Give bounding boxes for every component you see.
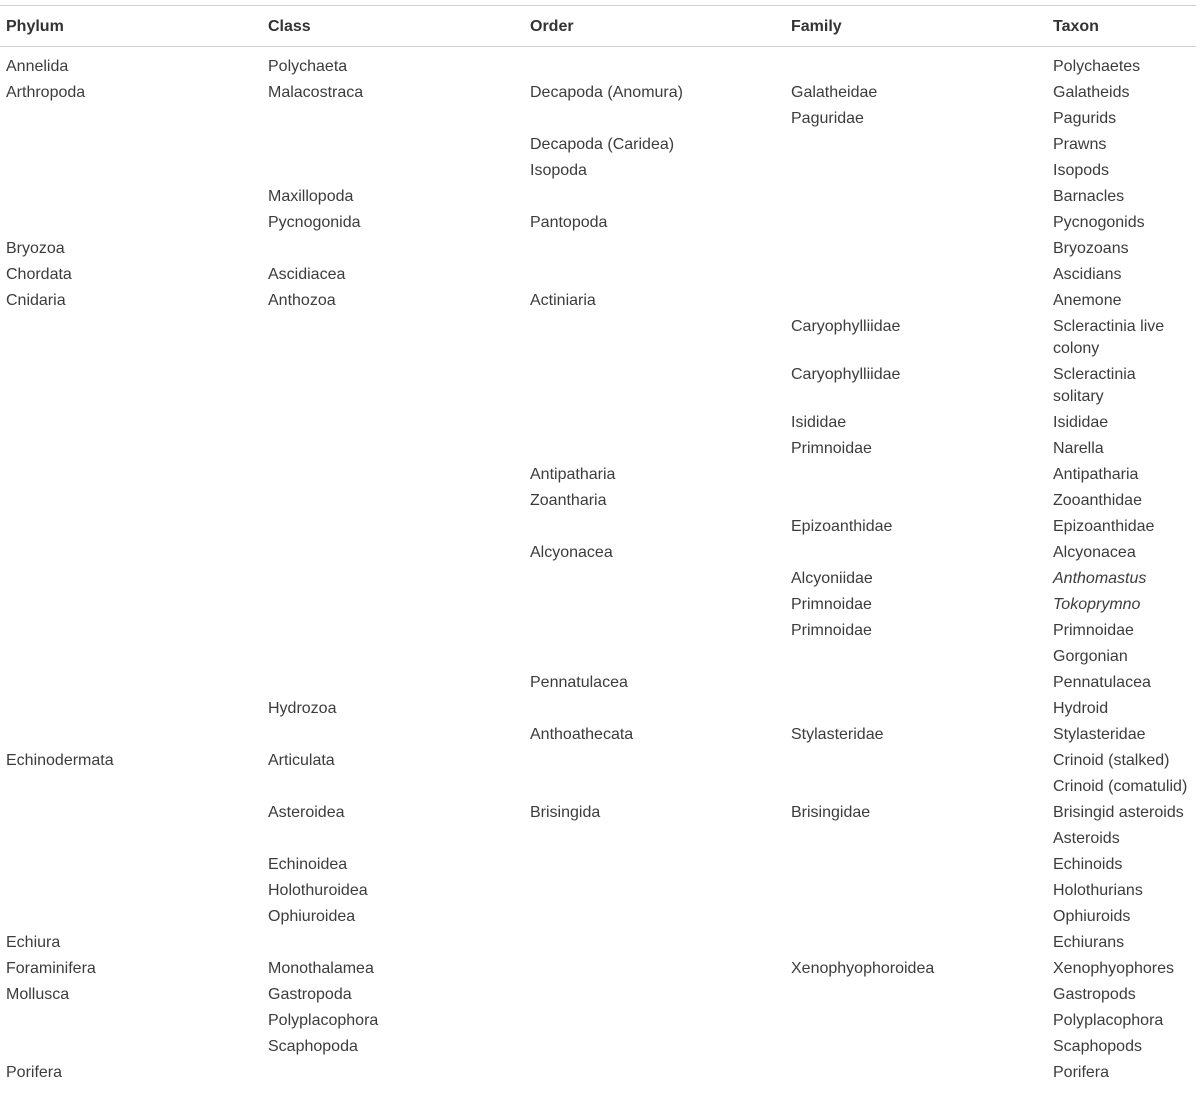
- cell-phylum: [0, 852, 262, 878]
- table-row: [0, 362, 1196, 410]
- cell-class: Asteroidea: [268, 804, 345, 821]
- cell-class: Polychaeta: [268, 58, 348, 75]
- cell-class: Scaphopoda: [268, 1038, 358, 1055]
- cell-family: Xenophyophoroidea: [791, 960, 935, 977]
- cell-phylum: Cnidaria: [6, 292, 66, 309]
- cell-class: [262, 436, 524, 462]
- cell-class: [262, 236, 524, 262]
- table-row: [0, 826, 1196, 852]
- cell-taxon: Galatheids: [1053, 84, 1130, 101]
- cell-taxon: Bryozoans: [1053, 240, 1129, 257]
- cell-phylum: [0, 362, 262, 410]
- table-row: [0, 982, 1196, 1008]
- cell-taxon: Scaphopods: [1053, 1038, 1142, 1055]
- cell-family: Primnoidae: [791, 622, 872, 639]
- cell-order: [524, 262, 785, 288]
- cell-phylum: [0, 488, 262, 514]
- cell-phylum: [0, 774, 262, 800]
- table-row: [0, 1008, 1196, 1034]
- cell-family: [785, 288, 1047, 314]
- cell-order: [524, 592, 785, 618]
- cell-class: [262, 722, 524, 748]
- table-row: [0, 774, 1196, 800]
- cell-phylum: Chordata: [6, 266, 72, 283]
- cell-order: [524, 106, 785, 132]
- cell-family: [785, 748, 1047, 774]
- table-row: [0, 1060, 1196, 1086]
- cell-class: Anthozoa: [268, 292, 336, 309]
- cell-phylum: [0, 436, 262, 462]
- cell-taxon: Antipatharia: [1053, 466, 1139, 483]
- cell-family: [785, 670, 1047, 696]
- table-row: [0, 540, 1196, 566]
- cell-phylum: [0, 1034, 262, 1060]
- cell-order: [524, 566, 785, 592]
- cell-family: [785, 878, 1047, 904]
- cell-class: Malacostraca: [268, 84, 364, 101]
- cell-order: [524, 852, 785, 878]
- cell-order: Pantopoda: [530, 214, 608, 231]
- table-row: [0, 670, 1196, 696]
- cell-order: [524, 1034, 785, 1060]
- cell-family: Paguridae: [791, 110, 864, 127]
- cell-order: [524, 982, 785, 1008]
- cell-taxon: Pennatulacea: [1053, 674, 1151, 691]
- cell-order: [524, 644, 785, 670]
- table-row: [0, 262, 1196, 288]
- cell-family: [785, 696, 1047, 722]
- cell-class: [262, 644, 524, 670]
- table-row: [0, 288, 1196, 314]
- table-row: [0, 1034, 1196, 1060]
- cell-family: [785, 826, 1047, 852]
- table-row: [0, 236, 1196, 262]
- cell-family: [785, 982, 1047, 1008]
- cell-class: Articulata: [268, 752, 335, 769]
- header-phylum: Phylum: [6, 17, 64, 35]
- cell-order: Anthoathecata: [530, 726, 634, 743]
- table-row: [0, 47, 1196, 81]
- cell-class: Gastropoda: [268, 986, 352, 1003]
- header-taxon: Taxon: [1053, 17, 1099, 35]
- cell-taxon: Brisingid asteroids: [1053, 804, 1184, 821]
- cell-taxon: Prawns: [1053, 136, 1107, 153]
- cell-order: [524, 826, 785, 852]
- cell-phylum: Annelida: [6, 58, 69, 75]
- cell-order: [524, 314, 785, 362]
- table-row: [0, 488, 1196, 514]
- table-row: [0, 696, 1196, 722]
- cell-order: [524, 514, 785, 540]
- cell-order: [524, 774, 785, 800]
- cell-family: [785, 132, 1047, 158]
- cell-order: [524, 410, 785, 436]
- cell-family: [785, 852, 1047, 878]
- table-row: [0, 748, 1196, 774]
- cell-family: [785, 1008, 1047, 1034]
- cell-family: [785, 1060, 1047, 1086]
- cell-family: Epizoanthidae: [791, 518, 893, 535]
- cell-class: Monothalamea: [268, 960, 374, 977]
- cell-class: [262, 774, 524, 800]
- cell-phylum: [0, 210, 262, 236]
- cell-family: [785, 462, 1047, 488]
- cell-phylum: Foraminifera: [6, 960, 96, 977]
- cell-phylum: [0, 670, 262, 696]
- cell-phylum: [0, 540, 262, 566]
- cell-class: Maxillopoda: [268, 188, 354, 205]
- cell-taxon: Crinoid (stalked): [1053, 752, 1170, 769]
- header-order: Order: [530, 17, 574, 35]
- cell-taxon: Holothurians: [1053, 882, 1143, 899]
- cell-class: [262, 566, 524, 592]
- cell-class: [262, 410, 524, 436]
- cell-taxon: Pagurids: [1053, 110, 1117, 127]
- cell-taxon: Hydroid: [1053, 700, 1109, 717]
- table-row: [0, 462, 1196, 488]
- cell-family: [785, 1034, 1047, 1060]
- cell-taxon: Narella: [1053, 440, 1104, 457]
- cell-order: Antipatharia: [530, 466, 616, 483]
- cell-class: [262, 462, 524, 488]
- table-header: [0, 6, 1196, 47]
- header-row: [0, 6, 1196, 47]
- cell-class: [262, 106, 524, 132]
- table-row: [0, 158, 1196, 184]
- cell-phylum: [0, 592, 262, 618]
- cell-phylum: [0, 644, 262, 670]
- cell-family: [785, 262, 1047, 288]
- cell-class: Echinoidea: [268, 856, 348, 873]
- cell-class: [262, 826, 524, 852]
- cell-class: Pycnogonida: [268, 214, 361, 231]
- cell-order: [524, 618, 785, 644]
- cell-phylum: [0, 904, 262, 930]
- cell-phylum: [0, 800, 262, 826]
- table-row: [0, 436, 1196, 462]
- cell-taxon: Polychaetes: [1053, 58, 1141, 75]
- cell-class: [262, 540, 524, 566]
- cell-class: Holothuroidea: [268, 882, 368, 899]
- cell-taxon: Pycnogonids: [1053, 214, 1145, 231]
- cell-order: Decapoda (Anomura): [530, 84, 683, 101]
- cell-class: Polyplacophora: [268, 1012, 379, 1029]
- header-class: Class: [268, 17, 311, 35]
- cell-family: Primnoidae: [791, 596, 872, 613]
- cell-taxon: Primnoidae: [1053, 622, 1134, 639]
- table-row: [0, 132, 1196, 158]
- cell-taxon: Ophiuroids: [1053, 908, 1131, 925]
- table-row: [0, 314, 1196, 362]
- cell-order: [524, 436, 785, 462]
- cell-order: [524, 184, 785, 210]
- table-row: [0, 722, 1196, 748]
- cell-taxon: Echiurans: [1053, 934, 1125, 951]
- cell-order: [524, 236, 785, 262]
- cell-class: [262, 158, 524, 184]
- cell-taxon: Anthomastus: [1053, 570, 1147, 587]
- cell-family: [785, 540, 1047, 566]
- cell-order: Brisingida: [530, 804, 601, 821]
- cell-family: Primnoidae: [791, 440, 872, 457]
- cell-taxon: Anemone: [1053, 292, 1122, 309]
- cell-taxon: Isididae: [1053, 414, 1109, 431]
- cell-class: [262, 592, 524, 618]
- cell-taxon: Gastropods: [1053, 986, 1136, 1003]
- cell-order: [524, 904, 785, 930]
- cell-taxon: Polyplacophora: [1053, 1012, 1164, 1029]
- cell-taxon: Stylasteridae: [1053, 726, 1146, 743]
- cell-phylum: Mollusca: [6, 986, 70, 1003]
- cell-order: Alcyonacea: [530, 544, 613, 561]
- cell-family: [785, 488, 1047, 514]
- cell-phylum: [0, 826, 262, 852]
- table-row: [0, 210, 1196, 236]
- table-row: [0, 904, 1196, 930]
- cell-family: [785, 930, 1047, 956]
- cell-phylum: [0, 618, 262, 644]
- cell-class: [262, 618, 524, 644]
- cell-phylum: [0, 132, 262, 158]
- cell-phylum: [0, 878, 262, 904]
- table-row: [0, 566, 1196, 592]
- cell-taxon: Crinoid (comatulid): [1053, 778, 1188, 795]
- cell-phylum: Echiura: [6, 934, 61, 951]
- table-row: [0, 644, 1196, 670]
- cell-order: Actiniaria: [530, 292, 596, 309]
- cell-taxon: Barnacles: [1053, 188, 1125, 205]
- cell-order: Zoantharia: [530, 492, 607, 509]
- cell-family: [785, 47, 1047, 81]
- cell-phylum: Echinodermata: [6, 752, 114, 769]
- cell-taxon: Asteroids: [1053, 830, 1120, 847]
- cell-phylum: Arthropoda: [6, 84, 86, 101]
- cell-family: Caryophylliidae: [791, 366, 901, 383]
- cell-class: Ascidiacea: [268, 266, 346, 283]
- cell-family: [785, 210, 1047, 236]
- cell-family: Isididae: [791, 414, 847, 431]
- cell-taxon: Epizoanthidae: [1053, 518, 1155, 535]
- cell-family: Galatheidae: [791, 84, 878, 101]
- cell-family: [785, 236, 1047, 262]
- cell-taxon: Xenophyophores: [1053, 960, 1174, 977]
- cell-phylum: Bryozoa: [6, 240, 65, 257]
- cell-class: [262, 670, 524, 696]
- cell-class: [262, 362, 524, 410]
- cell-order: [524, 748, 785, 774]
- table-row: [0, 800, 1196, 826]
- cell-phylum: [0, 722, 262, 748]
- cell-order: [524, 696, 785, 722]
- cell-family: [785, 184, 1047, 210]
- cell-family: Stylasteridae: [791, 726, 884, 743]
- table-row: [0, 930, 1196, 956]
- cell-taxon: Tokoprymno: [1053, 596, 1141, 613]
- table-row: [0, 184, 1196, 210]
- cell-taxon: Porifera: [1053, 1064, 1110, 1081]
- cell-taxon: Alcyonacea: [1053, 544, 1136, 561]
- cell-order: [524, 1060, 785, 1086]
- cell-family: [785, 904, 1047, 930]
- table-body: [0, 47, 1196, 1087]
- cell-order: [524, 47, 785, 81]
- cell-family: [785, 644, 1047, 670]
- cell-taxon: Scleractinia solitary: [1053, 366, 1136, 405]
- cell-order: Isopoda: [530, 162, 587, 179]
- cell-order: [524, 956, 785, 982]
- cell-class: [262, 514, 524, 540]
- table-row: [0, 852, 1196, 878]
- table-row: [0, 956, 1196, 982]
- cell-order: Decapoda (Caridea): [530, 136, 675, 153]
- cell-order: [524, 362, 785, 410]
- cell-taxon: Gorgonian: [1053, 648, 1128, 665]
- cell-phylum: [0, 184, 262, 210]
- cell-class: Hydrozoa: [268, 700, 337, 717]
- cell-taxon: Echinoids: [1053, 856, 1123, 873]
- table-row: [0, 618, 1196, 644]
- cell-phylum: [0, 158, 262, 184]
- cell-taxon: Scleractinia live colony: [1053, 318, 1165, 357]
- cell-phylum: [0, 106, 262, 132]
- cell-class: Ophiuroidea: [268, 908, 356, 925]
- cell-order: Pennatulacea: [530, 674, 628, 691]
- cell-order: [524, 878, 785, 904]
- cell-class: [262, 132, 524, 158]
- cell-phylum: [0, 1008, 262, 1034]
- cell-order: [524, 930, 785, 956]
- cell-phylum: [0, 410, 262, 436]
- cell-phylum: [0, 566, 262, 592]
- table-row: [0, 878, 1196, 904]
- cell-phylum: Porifera: [6, 1064, 63, 1081]
- cell-taxon: Isopods: [1053, 162, 1110, 179]
- cell-phylum: [0, 514, 262, 540]
- cell-taxon: Ascidians: [1053, 266, 1122, 283]
- cell-family: [785, 158, 1047, 184]
- cell-class: [262, 1060, 524, 1086]
- cell-phylum: [0, 314, 262, 362]
- cell-family: Caryophylliidae: [791, 318, 901, 335]
- cell-class: [262, 314, 524, 362]
- cell-family: Brisingidae: [791, 804, 871, 821]
- cell-order: [524, 1008, 785, 1034]
- taxon-table: [0, 5, 1196, 1086]
- table-row: [0, 514, 1196, 540]
- cell-family: [785, 774, 1047, 800]
- header-family: Family: [791, 17, 842, 35]
- table-row: [0, 106, 1196, 132]
- table-row: [0, 410, 1196, 436]
- cell-phylum: [0, 696, 262, 722]
- cell-phylum: [0, 462, 262, 488]
- cell-family: Alcyoniidae: [791, 570, 873, 587]
- table-row: [0, 592, 1196, 618]
- table-row: [0, 80, 1196, 106]
- cell-class: [262, 488, 524, 514]
- cell-class: [262, 930, 524, 956]
- cell-taxon: Zooanthidae: [1053, 492, 1142, 509]
